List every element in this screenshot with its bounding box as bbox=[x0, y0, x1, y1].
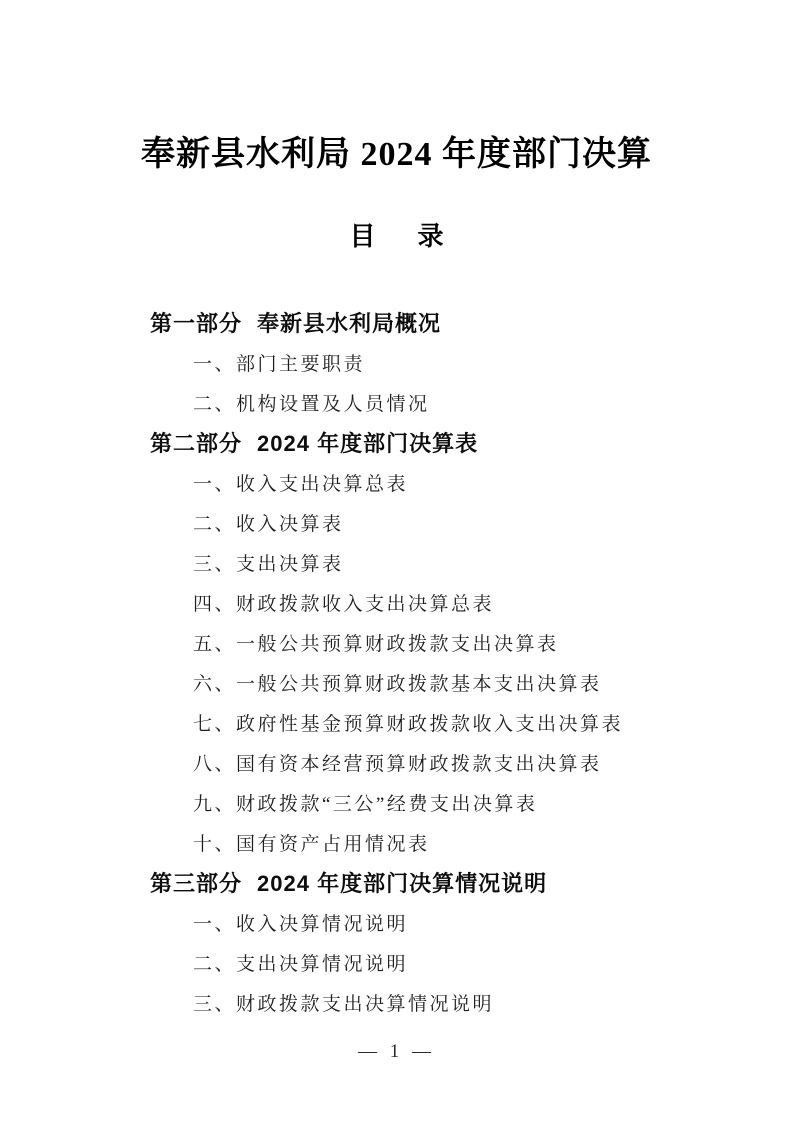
toc-item: 五、一般公共预算财政拨款支出决算表 bbox=[193, 633, 559, 655]
toc-section-heading bbox=[0, 862, 793, 902]
page-title: 奉新县水利局 2024 年度部门决算 bbox=[141, 136, 652, 173]
toc-item: 六、一般公共预算财政拨款基本支出决算表 bbox=[193, 673, 602, 695]
toc-item: 十、国有资产占用情况表 bbox=[193, 833, 430, 855]
toc-title-char-right: 录 bbox=[417, 222, 444, 251]
toc-item: 三、财政拨款支出决算情况说明 bbox=[193, 993, 495, 1015]
toc-section-heading bbox=[0, 302, 793, 342]
toc-item: 九、财政拨款“三公”经费支出决算表 bbox=[193, 793, 538, 815]
toc-section-number: 第二部分 bbox=[150, 430, 243, 456]
toc-item: 二、机构设置及人员情况 bbox=[193, 393, 430, 415]
toc-section-title: 奉新县水利局概况 bbox=[257, 310, 442, 336]
toc-item: 一、收入支出决算总表 bbox=[193, 473, 409, 495]
toc-section-title: 2024 年度部门决算表 bbox=[257, 430, 479, 456]
toc-item: 二、支出决算情况说明 bbox=[193, 953, 409, 975]
toc-section-title: 2024 年度部门决算情况说明 bbox=[257, 870, 548, 896]
toc-item: 二、收入决算表 bbox=[193, 513, 344, 535]
toc-item: 一、部门主要职责 bbox=[193, 353, 366, 375]
toc-section-number: 第一部分 bbox=[150, 310, 243, 336]
toc-item: 八、国有资本经营预算财政拨款支出决算表 bbox=[193, 753, 602, 775]
toc-item: 一、收入决算情况说明 bbox=[193, 913, 409, 935]
toc bbox=[0, 302, 793, 1022]
toc-item: 三、支出决算表 bbox=[193, 553, 344, 575]
toc-item: 四、财政拨款收入支出决算总表 bbox=[193, 593, 495, 615]
page-number: — 1 — bbox=[358, 1041, 435, 1062]
toc-title bbox=[0, 221, 793, 252]
toc-item: 七、政府性基金预算财政拨款收入支出决算表 bbox=[193, 713, 624, 735]
toc-section-heading bbox=[0, 422, 793, 462]
toc-section-number: 第三部分 bbox=[150, 870, 243, 896]
toc-title-char-left: 目 bbox=[349, 222, 376, 251]
